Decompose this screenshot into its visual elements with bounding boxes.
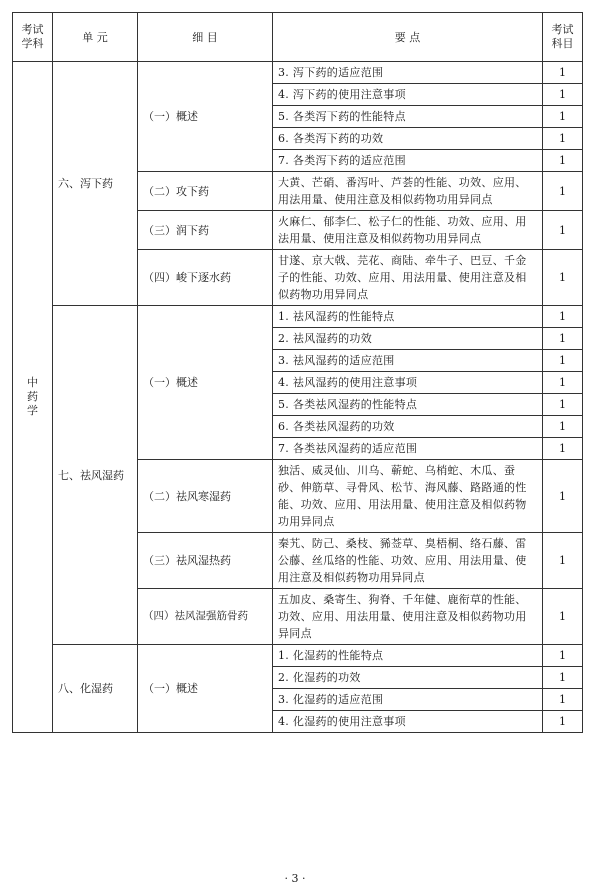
point-cell: 2. 化湿药的功效 [273, 667, 543, 689]
point-cell: 1. 化湿药的性能特点 [273, 645, 543, 667]
header-item: 细 目 [138, 13, 273, 62]
table-row [13, 62, 583, 84]
header-point: 要 点 [273, 13, 543, 62]
count-cell: 1 [543, 460, 583, 533]
item-cell: （四）峻下逐水药 [138, 250, 273, 306]
item-cell: （一）概述 [138, 306, 273, 460]
item-cell: （三）祛风湿热药 [138, 533, 273, 589]
item-cell: （二）祛风寒湿药 [138, 460, 273, 533]
table-row [13, 306, 583, 328]
count-cell: 1 [543, 306, 583, 328]
point-cell: 3. 祛风湿药的适应范围 [273, 350, 543, 372]
point-cell: 4. 泻下药的使用注意事项 [273, 84, 543, 106]
header-subject: 考试学科 [13, 13, 53, 62]
point-cell: 3. 泻下药的适应范围 [273, 62, 543, 84]
count-cell: 1 [543, 211, 583, 250]
point-cell: 甘遂、京大戟、芫花、商陆、牵牛子、巴豆、千金子的性能、功效、应用、用法用量、使用注意及相似药物功用异同点 [273, 250, 543, 306]
syllabus-table-body [13, 13, 583, 733]
point-cell: 独活、威灵仙、川乌、蕲蛇、乌梢蛇、木瓜、蚕砂、伸筋草、寻骨风、松节、海风藤、路路通的性能、功效、应用、用法用量、使用注意及相似药物功用异同点 [273, 460, 543, 533]
count-cell: 1 [543, 106, 583, 128]
count-cell: 1 [543, 689, 583, 711]
count-cell: 1 [543, 711, 583, 733]
table-row [13, 645, 583, 667]
point-cell: 1. 祛风湿药的性能特点 [273, 306, 543, 328]
syllabus-table [12, 12, 583, 733]
subject-label: 中药学 [27, 375, 38, 417]
point-cell: 2. 祛风湿药的功效 [273, 328, 543, 350]
item-cell: （四）祛风湿强筋骨药 [138, 589, 273, 645]
point-cell: 火麻仁、郁李仁、松子仁的性能、功效、应用、用法用量、使用注意及相似药物功用异同点 [273, 211, 543, 250]
count-cell: 1 [543, 172, 583, 211]
count-cell: 1 [543, 62, 583, 84]
count-cell: 1 [543, 328, 583, 350]
item-cell: （一）概述 [138, 645, 273, 733]
point-cell: 6. 各类祛风湿药的功效 [273, 416, 543, 438]
item-cell: （二）攻下药 [138, 172, 273, 211]
header-unit: 单 元 [53, 13, 138, 62]
point-cell: 5. 各类泻下药的性能特点 [273, 106, 543, 128]
point-cell: 7. 各类泻下药的适应范围 [273, 150, 543, 172]
item-cell: （一）概述 [138, 62, 273, 172]
count-cell: 1 [543, 589, 583, 645]
unit-cell: 六、泻下药 [53, 62, 138, 306]
document-page [12, 12, 583, 733]
unit-cell: 八、化湿药 [53, 645, 138, 733]
point-cell: 五加皮、桑寄生、狗脊、千年健、鹿衔草的性能、功效、应用、用法用量、使用注意及相似药物功用异同点 [273, 589, 543, 645]
point-cell: 4. 化湿药的使用注意事项 [273, 711, 543, 733]
count-cell: 1 [543, 372, 583, 394]
subject-cell [13, 62, 53, 733]
table-header-row [13, 13, 583, 62]
count-cell: 1 [543, 150, 583, 172]
point-cell: 6. 各类泻下药的功效 [273, 128, 543, 150]
count-cell: 1 [543, 84, 583, 106]
page-number: · 3 · [284, 872, 306, 885]
count-cell: 1 [543, 416, 583, 438]
item-cell: （三）润下药 [138, 211, 273, 250]
count-cell: 1 [543, 250, 583, 306]
point-cell: 7. 各类祛风湿药的适应范围 [273, 438, 543, 460]
count-cell: 1 [543, 394, 583, 416]
count-cell: 1 [543, 128, 583, 150]
count-cell: 1 [543, 533, 583, 589]
count-cell: 1 [543, 350, 583, 372]
point-cell: 秦艽、防己、桑枝、豨莶草、臭梧桐、络石藤、雷公藤、丝瓜络的性能、功效、应用、用法用量、使用注意及相似药物功用异同点 [273, 533, 543, 589]
unit-cell: 七、祛风湿药 [53, 306, 138, 645]
header-count: 考试科目 [543, 13, 583, 62]
count-cell: 1 [543, 667, 583, 689]
count-cell: 1 [543, 645, 583, 667]
point-cell: 4. 祛风湿药的使用注意事项 [273, 372, 543, 394]
point-cell: 大黄、芒硝、番泻叶、芦荟的性能、功效、应用、用法用量、使用注意及相似药物功用异同点 [273, 172, 543, 211]
count-cell: 1 [543, 438, 583, 460]
point-cell: 5. 各类祛风湿药的性能特点 [273, 394, 543, 416]
point-cell: 3. 化湿药的适应范围 [273, 689, 543, 711]
